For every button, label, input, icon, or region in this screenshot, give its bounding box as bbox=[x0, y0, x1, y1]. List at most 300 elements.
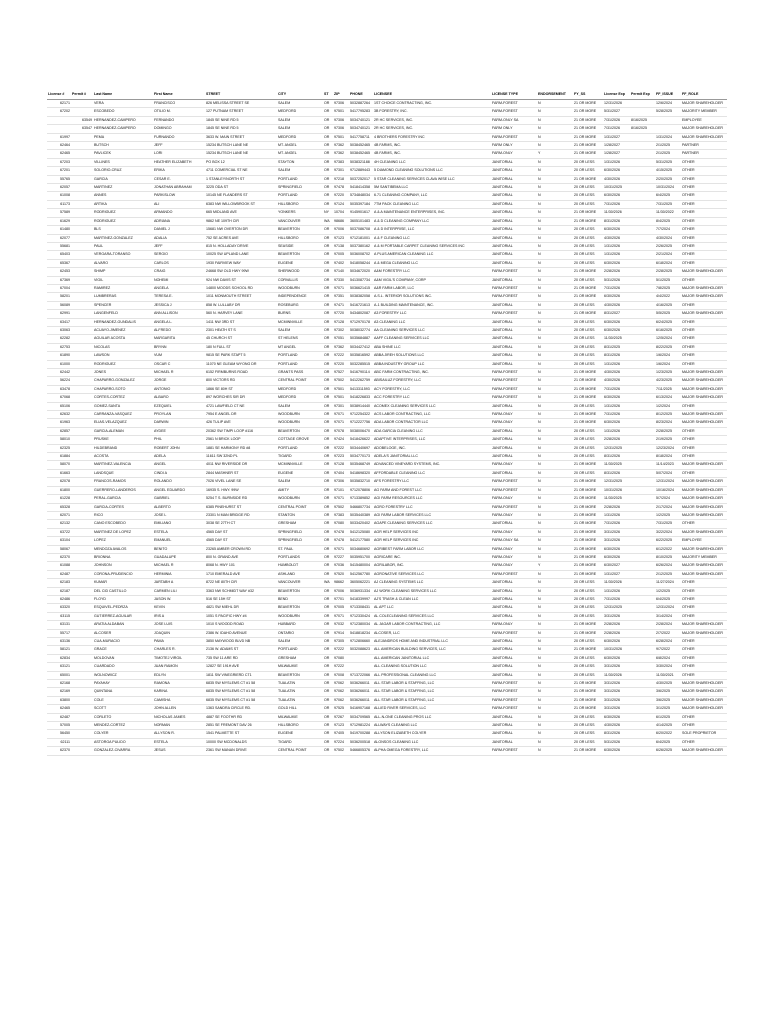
table-cell: 8/16/2025 bbox=[631, 117, 647, 122]
table-cell: OR bbox=[324, 370, 330, 374]
table-cell: 97720 bbox=[334, 311, 344, 316]
table-cell: 21 OR MORE bbox=[574, 630, 597, 635]
table-cell: 20 OR LESS bbox=[574, 243, 595, 248]
table-cell: VUM bbox=[154, 353, 162, 358]
table-cell: 62487 bbox=[60, 571, 70, 576]
table-row bbox=[47, 268, 727, 276]
table-cell: 21 OR MORE bbox=[574, 479, 597, 484]
table-cell: 7/8/2025 bbox=[656, 285, 670, 290]
table-cell: 97301 bbox=[334, 168, 344, 173]
table-cell: 21 OR MORE bbox=[574, 285, 597, 290]
table-cell: 2/28/2026 bbox=[604, 437, 620, 442]
table-cell: 62857 bbox=[60, 428, 70, 433]
table-cell: 3225 ODA ST bbox=[206, 185, 229, 190]
table-cell: N bbox=[538, 647, 541, 652]
table-cell: 65367 bbox=[60, 260, 70, 265]
table-cell: JANITORIAL bbox=[492, 353, 513, 358]
table-cell: 5038006470 bbox=[350, 428, 370, 433]
table-cell: N bbox=[538, 235, 541, 240]
table-cell: BEAVERTON bbox=[278, 672, 300, 677]
table-cell: 5038382058 bbox=[350, 294, 370, 299]
table-cell bbox=[630, 747, 655, 755]
table-cell bbox=[630, 469, 655, 477]
table-cell: OR bbox=[324, 294, 330, 299]
table-cell: 97362 bbox=[334, 151, 344, 156]
table-cell: HERNANDEZ-GUNDALIS bbox=[94, 319, 136, 324]
table-cell: JANITORIAL bbox=[492, 344, 513, 349]
table-cell bbox=[630, 461, 655, 469]
table-cell: 63136 bbox=[60, 639, 70, 643]
table-row bbox=[47, 293, 727, 301]
table-cell: CORLETO bbox=[94, 714, 112, 719]
table-cell: OTHER bbox=[682, 302, 695, 307]
column-header: LICENSEE bbox=[373, 91, 491, 100]
table-cell: 8/22/2025 bbox=[656, 344, 672, 349]
table-cell: 7/31/2026 bbox=[604, 201, 620, 206]
table-cell: 97078 bbox=[334, 428, 344, 433]
table-row bbox=[47, 158, 727, 166]
table-row bbox=[47, 234, 727, 242]
table-cell: A3 FORESTRY LLC bbox=[374, 311, 407, 316]
table-cell: COTTAGE GROVE bbox=[278, 437, 310, 442]
table-cell bbox=[630, 688, 655, 696]
table-cell: 97140 bbox=[334, 269, 344, 274]
table-cell: ESTELA bbox=[154, 529, 168, 534]
table-cell: ARMANDO bbox=[154, 210, 173, 215]
table-cell: 61228 bbox=[60, 496, 70, 501]
table-cell: ALCOSER bbox=[94, 630, 112, 635]
table-cell: 97032 bbox=[334, 622, 344, 627]
table-cell: 5/31/2027 bbox=[604, 109, 620, 114]
table-cell: 6/26/2025 bbox=[656, 748, 672, 753]
table-cell: TUALATIN bbox=[278, 697, 296, 702]
table-cell: EMANUEL bbox=[154, 538, 172, 543]
table-cell: 1845 SE NINE RD 5 bbox=[206, 126, 239, 131]
table-cell: 2/26/2025 bbox=[656, 243, 672, 248]
table-cell: 2/7/2022 bbox=[656, 630, 670, 635]
table-cell bbox=[630, 654, 655, 662]
table-cell: 1/2/2024 bbox=[656, 403, 670, 408]
table-cell: JANITORIAL bbox=[492, 647, 513, 652]
table-cell bbox=[630, 259, 655, 267]
table-cell: JANITORIAL bbox=[492, 521, 513, 526]
table-cell: AGAPE CLEANING SERVICES LLC bbox=[374, 521, 433, 526]
table-cell: 1/31/2026 bbox=[604, 428, 620, 433]
table-cell: 97501 bbox=[334, 395, 344, 400]
table-cell bbox=[71, 352, 93, 360]
table-cell: 63131 bbox=[60, 622, 70, 627]
table-cell bbox=[71, 175, 93, 183]
table-cell: 21 OR MORE bbox=[574, 563, 597, 568]
table-cell: ALI bbox=[154, 201, 160, 206]
table-cell: 97478 bbox=[334, 529, 344, 534]
table-cell: ACOMEX CLEANING SERVICES LLC bbox=[374, 403, 436, 408]
table-cell bbox=[71, 562, 93, 570]
table-cell: MAJOR SHAREHOLDER bbox=[682, 706, 723, 711]
table-cell: OR bbox=[324, 554, 330, 559]
table-cell: FARM-FOREST bbox=[492, 101, 518, 105]
table-row bbox=[47, 469, 727, 477]
table-cell: AGI FARM LABOR SERVICES LLC bbox=[374, 512, 432, 517]
table-cell: JANITORIAL bbox=[492, 613, 513, 618]
table-cell: 58067 bbox=[60, 546, 70, 551]
table-cell: MENDOZA AVALOS bbox=[94, 546, 127, 551]
table-cell: 6/30/2026 bbox=[604, 260, 620, 265]
table-cell: EUGENE bbox=[278, 470, 294, 475]
table-cell: JANITORIAL bbox=[492, 723, 513, 728]
table-cell: N bbox=[538, 117, 541, 122]
table-cell: 3B FORESTRY, INC. bbox=[374, 109, 408, 114]
table-cell: 1881 SE HARMONY RD #8 bbox=[206, 445, 251, 450]
table-cell bbox=[630, 234, 655, 242]
table-cell: 20 OR LESS bbox=[574, 723, 595, 728]
table-cell: A-1 BUILDING MAINTENANCE, INC. bbox=[374, 302, 434, 307]
table-cell: 21 OR MORE bbox=[574, 134, 597, 139]
table-cell bbox=[71, 705, 93, 713]
table-cell: 21 OR MORE bbox=[574, 101, 597, 105]
table-cell: 24668 SW OLD HWY 99W bbox=[206, 269, 249, 274]
table-cell: 5415480004 bbox=[350, 563, 370, 568]
table-cell: N bbox=[538, 294, 541, 299]
table-cell: 15234 BUTSCH LANE NE bbox=[206, 143, 249, 148]
table-cell: 3/31/2026 bbox=[604, 681, 620, 686]
table-cell bbox=[71, 570, 93, 578]
table-cell: 5/28/2025 bbox=[656, 109, 672, 114]
table-cell: JANITORIAL bbox=[492, 185, 513, 190]
table-cell: JANITORIAL bbox=[492, 655, 513, 660]
table-cell bbox=[71, 318, 93, 326]
table-cell: A3 CLEANING LLC bbox=[374, 319, 406, 324]
column-header: LICENSE TYPE bbox=[491, 91, 537, 100]
table-cell: ALL PROFESSIONAL CLEANING LLC bbox=[374, 672, 437, 677]
table-row bbox=[47, 116, 727, 124]
table-cell: 6.71 CLEANING COMPANY, LLC bbox=[374, 193, 428, 198]
table-cell: GARCIA bbox=[94, 176, 108, 181]
table-cell: AGR HELP SERVICES INC bbox=[374, 538, 419, 543]
table-cell: 97220 bbox=[334, 361, 344, 366]
table-cell: ABA SHINE LLC bbox=[374, 344, 401, 349]
table-cell: MAJOR SHAREHOLDER bbox=[682, 311, 723, 316]
table-cell bbox=[630, 192, 655, 200]
table-cell: MARTINEZ DE LOPEZ bbox=[94, 529, 132, 534]
table-cell: BUTSCH bbox=[94, 143, 109, 148]
table-cell bbox=[71, 343, 93, 351]
table-cell bbox=[71, 604, 93, 612]
table-cell: 4/30/2026 bbox=[604, 370, 620, 374]
table-cell: 6835 SW MYSLEMS CT #1 58 bbox=[206, 689, 256, 694]
table-cell bbox=[349, 663, 373, 671]
table-cell: ADAPTIVE INTERPRISES, LLC bbox=[374, 437, 426, 442]
table-cell: FARM-FOREST bbox=[492, 395, 518, 400]
table-cell: ALLYSON R. bbox=[154, 731, 175, 736]
table-cell: 6385 PINEHURST ST bbox=[206, 504, 242, 509]
table-cell: OR bbox=[324, 655, 330, 660]
table-cell: PORTLANDS bbox=[278, 554, 300, 559]
table-cell: PAYAHAY bbox=[94, 681, 110, 686]
table-cell: 20 OR LESS bbox=[574, 437, 595, 442]
table-cell: 67201 bbox=[60, 168, 70, 173]
table-cell bbox=[630, 310, 655, 318]
table-cell: 61629 bbox=[60, 218, 70, 223]
table-cell bbox=[71, 108, 93, 116]
table-cell: 97302 bbox=[334, 327, 344, 332]
table-cell bbox=[71, 537, 93, 545]
table-cell: 7/31/2026 bbox=[604, 521, 620, 526]
table-cell: 97402 bbox=[334, 260, 344, 265]
table-cell: 12/31/2025 bbox=[604, 445, 622, 450]
table-cell: FARM-FOREST bbox=[492, 748, 518, 753]
table-cell: JANITORIAL bbox=[492, 639, 513, 643]
table-cell bbox=[655, 116, 681, 124]
table-cell: MARGARITA bbox=[154, 336, 176, 341]
table-cell: EZEQUIEL bbox=[154, 403, 172, 408]
table-row bbox=[47, 696, 727, 704]
table-cell: 7/31/2026 bbox=[604, 117, 620, 122]
table-cell: 5035816592 bbox=[350, 353, 370, 358]
table-row bbox=[47, 495, 727, 503]
table-cell: 97424 bbox=[334, 437, 344, 442]
table-cell: BEAVERTON bbox=[278, 252, 300, 257]
table-cell: MAJOR SHAREHOLDER bbox=[682, 370, 723, 374]
table-cell: 67369 bbox=[60, 277, 70, 282]
table-cell: N bbox=[538, 168, 541, 173]
table-cell: 5416721613 bbox=[350, 302, 370, 307]
table-cell: 12/23/2024 bbox=[656, 445, 674, 450]
table-cell: N bbox=[538, 714, 541, 719]
table-cell: OR bbox=[324, 185, 330, 190]
table-cell: SALEM bbox=[278, 168, 291, 173]
table-cell: PORTLAND bbox=[278, 647, 298, 652]
table-cell: 7/31/2025 bbox=[656, 521, 672, 526]
column-header: ENDORSEMENT bbox=[537, 91, 573, 100]
table-cell: 1/2/2025 bbox=[656, 588, 670, 593]
table-cell bbox=[71, 310, 93, 318]
table-cell: 2/21/2024 bbox=[656, 252, 672, 257]
table-cell bbox=[630, 293, 655, 301]
table-cell: OR bbox=[324, 134, 330, 139]
table-cell: PAUL bbox=[94, 243, 104, 248]
table-cell bbox=[349, 654, 373, 662]
table-cell: SALEM bbox=[278, 639, 291, 643]
table-cell: OR bbox=[324, 496, 330, 501]
table-cell bbox=[71, 587, 93, 595]
table-cell: 58201 bbox=[60, 294, 70, 299]
table-cell: N bbox=[538, 327, 541, 332]
table-cell: OTHER bbox=[682, 260, 695, 265]
table-cell: FARM-ONLY SA bbox=[492, 117, 519, 122]
table-cell: MAJORITY MEMBER bbox=[682, 109, 717, 114]
table-cell: 7TM PACK CLEANING LLC bbox=[374, 201, 419, 206]
table-cell: 20 OR LESS bbox=[574, 159, 595, 164]
table-cell: OR bbox=[324, 681, 330, 686]
table-cell: EMPLOYEE bbox=[682, 538, 702, 543]
table-cell bbox=[630, 100, 655, 108]
table-cell: 97306 bbox=[334, 479, 344, 484]
table-cell: 11/30/2022 bbox=[656, 210, 674, 215]
table-cell: MEDFORD bbox=[278, 395, 297, 400]
table-cell: PARTNER bbox=[682, 143, 699, 148]
table-cell bbox=[71, 663, 93, 671]
table-row bbox=[47, 646, 727, 654]
table-cell: 2136 W. ADAMS ST bbox=[206, 647, 239, 652]
table-cell: 61000 bbox=[60, 361, 70, 366]
table-cell: 20 OR LESS bbox=[574, 277, 595, 282]
table-cell: 63547 bbox=[82, 126, 92, 131]
table-cell: 21 OR MORE bbox=[574, 487, 597, 492]
table-cell: ALL CLEANING SOLUTION LLC bbox=[374, 664, 427, 669]
table-cell: OR bbox=[324, 454, 330, 459]
table-cell bbox=[71, 654, 93, 662]
table-row bbox=[47, 108, 727, 116]
table-cell bbox=[630, 133, 655, 141]
table-cell: MICHAEL R bbox=[154, 563, 174, 568]
table-cell: 62753 bbox=[60, 344, 70, 349]
table-row bbox=[47, 629, 727, 637]
table-cell: TUALATIN bbox=[278, 681, 296, 686]
table-cell: 58070 bbox=[60, 462, 70, 467]
table-cell: 97222 bbox=[334, 664, 344, 669]
table-cell bbox=[71, 511, 93, 519]
table-cell: 20 OR LESS bbox=[574, 319, 595, 324]
table-cell: JANITORIAL bbox=[492, 445, 513, 450]
table-row bbox=[47, 251, 727, 259]
table-cell: FARM-ONLY bbox=[492, 512, 513, 517]
table-cell: OR bbox=[324, 395, 330, 400]
table-row bbox=[47, 335, 727, 343]
table-cell: ESCOBEDO bbox=[94, 109, 115, 114]
table-row bbox=[47, 604, 727, 612]
table-cell: STANTON bbox=[278, 512, 295, 517]
table-cell: 1/31/2026 bbox=[604, 159, 620, 164]
table-cell: 2/28/2025 bbox=[656, 428, 672, 433]
table-cell: N bbox=[538, 529, 541, 534]
table-row bbox=[47, 326, 727, 334]
table-cell: N bbox=[538, 487, 541, 492]
table-cell: 5/31/2025 bbox=[656, 159, 672, 164]
table-cell: 2/1/2025 bbox=[656, 143, 670, 148]
table-cell: N bbox=[538, 159, 541, 164]
table-cell: RAMONA bbox=[154, 681, 170, 686]
table-cell: MAJOR SHAREHOLDER bbox=[682, 546, 723, 551]
table-cell: 5034440697 bbox=[350, 445, 370, 450]
table-cell: N bbox=[538, 748, 541, 753]
table-cell bbox=[71, 326, 93, 334]
table-cell: JANITORIAL bbox=[492, 437, 513, 442]
table-cell bbox=[71, 411, 93, 419]
table-cell: 20 OR LESS bbox=[574, 361, 595, 366]
table-cell: OR bbox=[324, 344, 330, 349]
table-cell: ANTONIO bbox=[154, 386, 171, 391]
table-cell: 9712254322 bbox=[350, 412, 370, 417]
table-cell: FARM ONLY bbox=[492, 126, 513, 131]
table-cell: FARM-FOREST bbox=[492, 285, 518, 290]
table-cell: 5035951700 bbox=[350, 554, 370, 559]
table-cell: JANITORIAL bbox=[492, 243, 513, 248]
table-cell: PORTLAND bbox=[278, 361, 298, 366]
table-cell: MCMINNVILLE bbox=[278, 319, 303, 324]
table-cell: 5418414358 bbox=[350, 185, 370, 190]
table-cell: 97520 bbox=[334, 571, 344, 576]
table-cell: EUGENE bbox=[278, 731, 294, 736]
table-cell: 97502 bbox=[334, 378, 344, 383]
table-cell: 12827 SE 191H AVE bbox=[206, 664, 240, 669]
table-cell bbox=[71, 461, 93, 469]
table-cell bbox=[71, 696, 93, 704]
table-cell: HUMBOLDT bbox=[278, 563, 299, 568]
table-cell: 5037252017 bbox=[350, 176, 370, 181]
table-cell: ADOBELOGE, INC. bbox=[374, 445, 406, 450]
table-cell: MAJOR SHAREHOLDER bbox=[682, 630, 723, 635]
table-cell: FARM-FOREST bbox=[492, 479, 518, 484]
table-cell: 97123 bbox=[334, 235, 344, 240]
table-cell: ALBERTO bbox=[154, 504, 171, 509]
table-cell: 21 OR MORE bbox=[574, 689, 597, 694]
table-cell: OR bbox=[324, 336, 330, 341]
table-cell bbox=[71, 158, 93, 166]
table-cell bbox=[630, 217, 655, 225]
table-cell: FARM-FOREST bbox=[492, 571, 518, 576]
table-cell: 6/22/2025 bbox=[656, 538, 672, 543]
table-row bbox=[47, 352, 727, 360]
table-row bbox=[47, 394, 727, 402]
table-cell: 5254 T S. BURNSIDE RD bbox=[206, 496, 248, 501]
table-cell: MARTINEZ-VALENCIA bbox=[94, 462, 132, 467]
table-cell: ALEJANDROS HOME AND INDUSTRIAL LLC bbox=[374, 639, 448, 643]
table-cell: N bbox=[538, 739, 541, 744]
table-cell: 826 MELISSA STREET SE bbox=[206, 101, 250, 105]
table-cell: 5036621415 bbox=[350, 285, 370, 290]
table-cell bbox=[630, 629, 655, 637]
table-cell: 55717 bbox=[60, 630, 70, 635]
table-cell: OTHER bbox=[682, 201, 695, 206]
table-cell: MARTINEZ-GONZALEZ bbox=[94, 235, 133, 240]
table-cell: N bbox=[538, 412, 541, 417]
table-cell: 1/31/2026 bbox=[604, 252, 620, 257]
table-cell: 62169 bbox=[60, 689, 70, 694]
table-cell: RODRIGUEZ bbox=[94, 218, 116, 223]
table-cell: 5032285515 bbox=[350, 361, 370, 366]
table-cell: 5034740121 bbox=[350, 126, 370, 131]
table-cell bbox=[630, 663, 655, 671]
table-cell: 6/20/2022 bbox=[656, 731, 672, 736]
table-cell: 9712181001 bbox=[350, 235, 370, 240]
table-cell: 21 OR MORE bbox=[574, 521, 597, 526]
table-row bbox=[47, 579, 727, 587]
table-cell: 62991 bbox=[60, 311, 70, 316]
table-cell: OTHER bbox=[682, 336, 695, 341]
table-cell: N bbox=[538, 302, 541, 307]
table-row bbox=[47, 184, 727, 192]
table-cell: 5033420402 bbox=[350, 521, 370, 526]
table-cell bbox=[71, 638, 93, 646]
table-cell: OR bbox=[324, 546, 330, 551]
table-cell: ASTORGA PULIDO bbox=[94, 739, 126, 744]
table-cell: 2361 SW MANAN DRIVE bbox=[206, 748, 247, 753]
table-cell: 8/31/2026 bbox=[604, 218, 620, 223]
table-cell: 97138 bbox=[334, 243, 344, 248]
column-header: CITY bbox=[277, 91, 323, 100]
table-cell: LORI bbox=[154, 151, 163, 156]
table-row bbox=[47, 192, 727, 200]
table-cell: OR bbox=[324, 672, 330, 677]
table-cell: 4/30/2026 bbox=[604, 235, 620, 240]
table-cell: 61088 bbox=[60, 563, 70, 568]
table-cell: 97362 bbox=[334, 344, 344, 349]
table-cell: AJ'S TRASH & CLEAN LLC bbox=[374, 596, 419, 601]
table-cell: JANITORIAL bbox=[492, 159, 513, 164]
table-cell: OR bbox=[324, 723, 330, 728]
table-cell: N bbox=[538, 454, 541, 459]
